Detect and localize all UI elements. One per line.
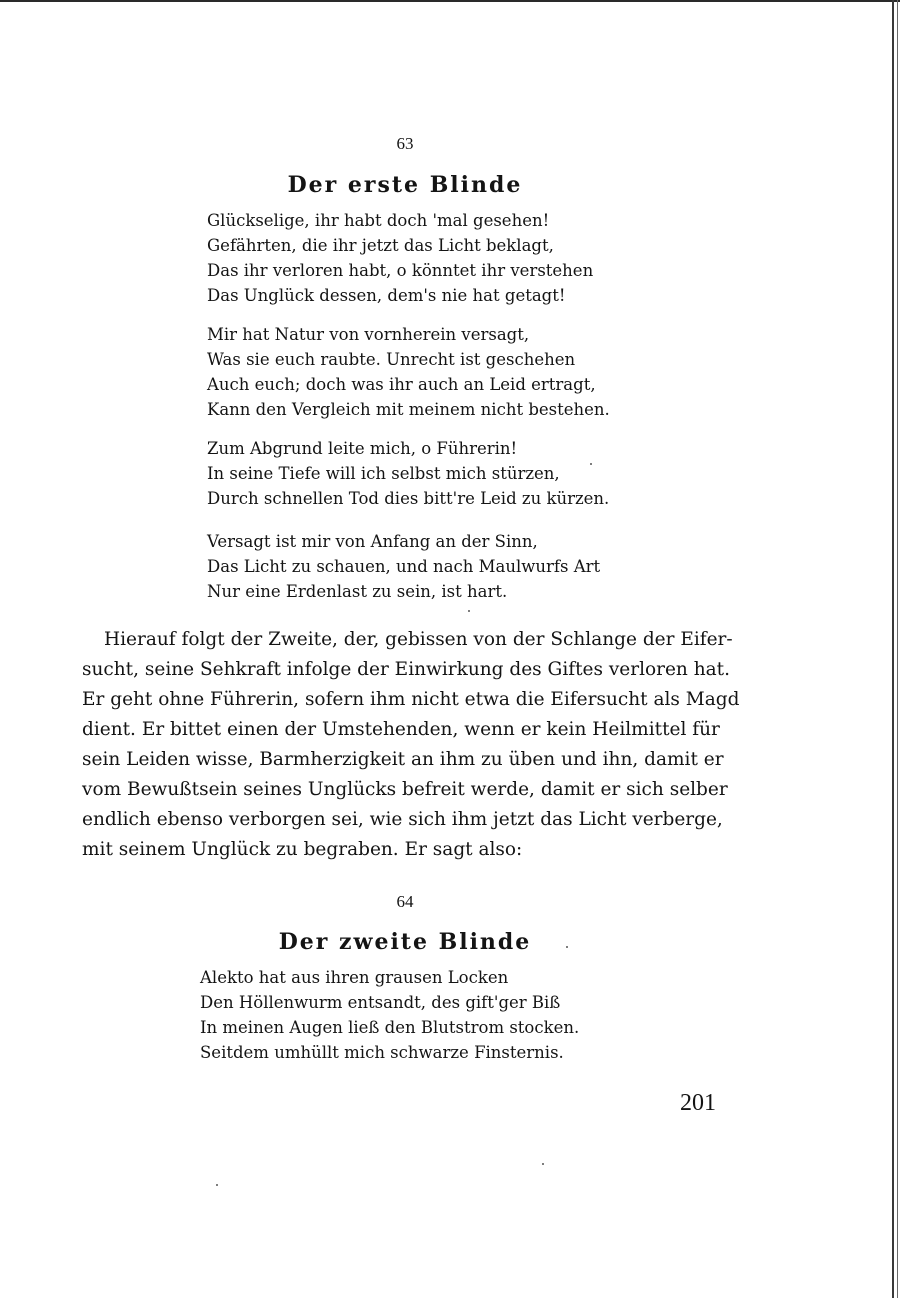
stanza <box>200 965 579 1065</box>
verse-line: Auch euch; doch was ihr auch an Leid ertragt, <box>207 375 596 394</box>
prose-line: mit seinem Unglück zu begraben. Er sagt also: <box>82 839 523 860</box>
prose-line: sucht, seine Sehkraft infolge der Einwirkung des Giftes verloren hat. <box>82 659 730 680</box>
page-edge-right <box>892 0 894 1298</box>
verse-line: Durch schnellen Tod dies bitt're Leid zu kürzen. <box>207 489 610 508</box>
scan-speck <box>542 1163 544 1165</box>
prose-line: Er geht ohne Führerin, sofern ihm nicht etwa die Eifersucht als Magd <box>82 689 740 710</box>
poem-title: Der erste Blinde <box>287 172 523 198</box>
verse-line: Gefährten, die ihr jetzt das Licht beklagt, <box>207 236 554 255</box>
scan-speck <box>566 946 568 948</box>
verse-line: Den Höllenwurm entsandt, des gift'ger Biß <box>200 993 561 1012</box>
verse-line: Zum Abgrund leite mich, o Führerin! <box>207 439 518 458</box>
poem-title: Der zweite Blinde <box>278 929 532 955</box>
verse-line: Das ihr verloren habt, o könntet ihr verstehen <box>207 261 594 280</box>
verse-line: Kann den Vergleich mit meinem nicht bestehen. <box>207 400 610 419</box>
scan-speck <box>590 463 592 465</box>
verse-line: Versagt ist mir von Anfang an der Sinn, <box>207 532 538 551</box>
verse-line: Mir hat Natur von vornherein versagt, <box>207 325 530 344</box>
prose-line: Hierauf folgt der Zweite, der, gebissen von der Schlange der Eifer- <box>104 629 733 650</box>
prose-line: sein Leiden wisse, Barmherzigkeit an ihm zu üben und ihn, damit er <box>82 749 724 770</box>
scan-speck <box>216 1184 218 1186</box>
page-edge-right-shadow <box>897 0 898 1298</box>
prose-line: endlich ebenso verborgen sei, wie sich ihm jetzt das Licht verberge, <box>82 809 723 830</box>
verse-line: In seine Tiefe will ich selbst mich stürzen, <box>207 464 560 483</box>
stanza <box>207 436 609 511</box>
prose-line: dient. Er bittet einen der Umstehenden, wenn er kein Heilmittel für <box>82 719 720 740</box>
page-number: 201 <box>680 1090 716 1116</box>
verse-line: In meinen Augen ließ den Blutstrom stocken. <box>200 1018 580 1037</box>
verse-line: Was sie euch raubte. Unrecht ist geschehen <box>207 350 576 369</box>
stanza <box>207 529 600 604</box>
prose-line: vom Bewußtsein seines Unglücks befreit werde, damit er sich selber <box>82 779 728 800</box>
verse-line: Nur eine Erdenlast zu sein, ist hart. <box>207 582 508 601</box>
stanza <box>207 208 593 308</box>
scan-speck <box>468 610 470 612</box>
poem-number: 63 <box>396 134 414 153</box>
prose-paragraph <box>82 625 740 865</box>
verse-line: Seitdem umhüllt mich schwarze Finsternis. <box>200 1043 564 1062</box>
stanza <box>207 322 610 422</box>
verse-line: Das Unglück dessen, dem's nie hat getagt! <box>207 286 566 305</box>
poem-number: 64 <box>396 892 414 911</box>
page-edge-top <box>0 0 900 2</box>
verse-line: Glückselige, ihr habt doch 'mal gesehen! <box>207 211 550 230</box>
verse-line: Das Licht zu schauen, und nach Maulwurfs Art <box>207 557 601 576</box>
verse-line: Alekto hat aus ihren grausen Locken <box>200 968 509 987</box>
